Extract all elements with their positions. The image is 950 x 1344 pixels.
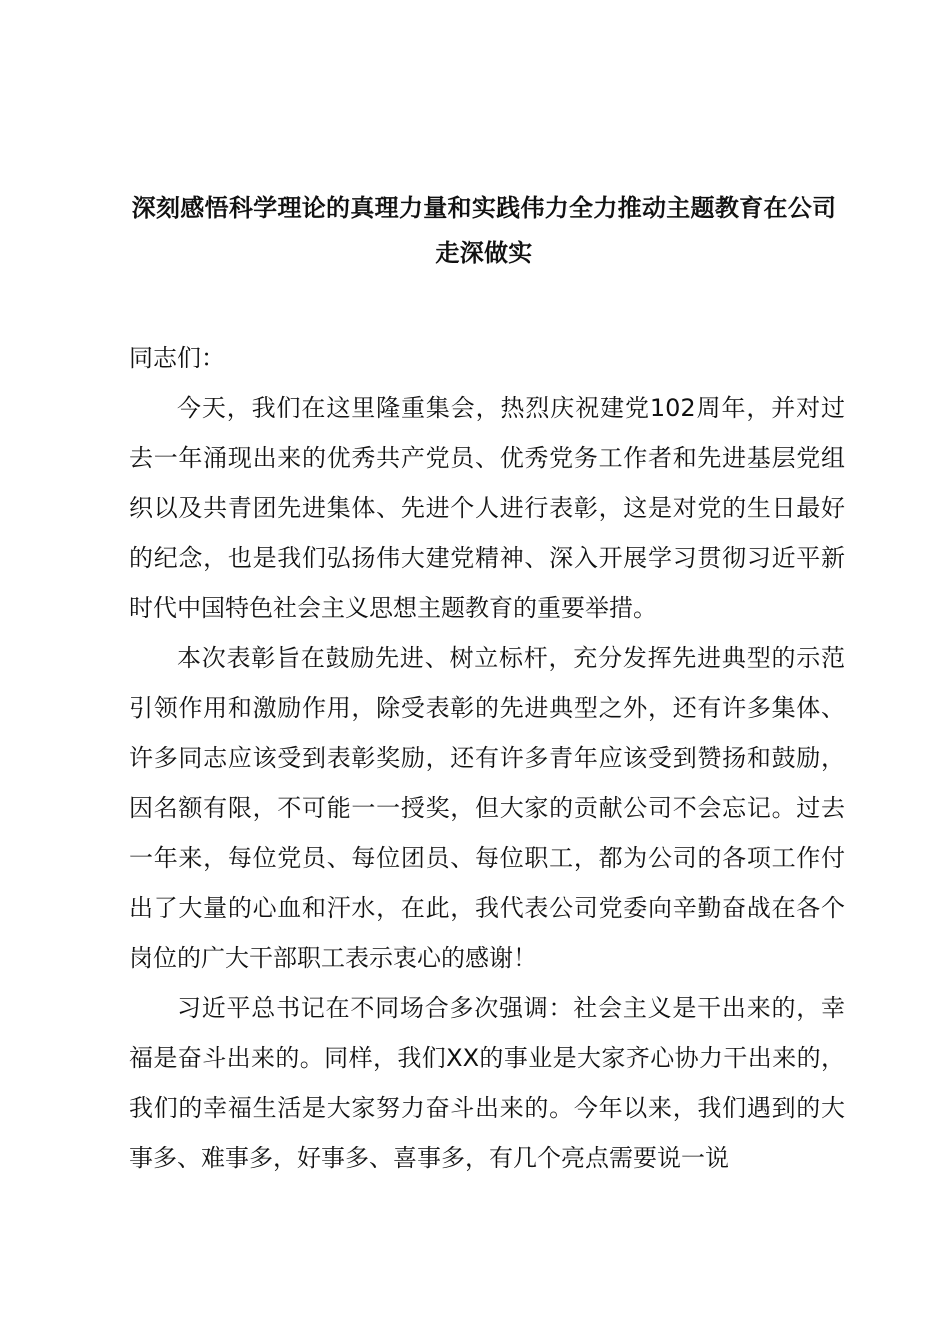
paragraph-1: 今天，我们在这里隆重集会，热烈庆祝建党102周年，并对过去一年涌现出来的优秀共产党员、优秀党务工作者和先进基层党组织以及共青团先进集体、先进个人进行表彰，这是对党的生日最好的纪念，也是我们弘扬伟大建党精神、深入开展学习贯彻习近平新时代中国特色社会主义思想主题教育的重要举措。	[129, 394, 845, 622]
document-body	[129, 333, 845, 1183]
salutation: 同志们：	[129, 344, 225, 372]
paragraph-3: 习近平总书记在不同场合多次强调：社会主义是干出来的，幸福是奋斗出来的。同样，我们XX的事业是大家齐心协力干出来的，我们的幸福生活是大家努力奋斗出来的。今年以来，我们遇到的大事多、难事多，好事多、喜事多，有几个亮点需要说一说	[129, 994, 845, 1172]
paragraph-2: 本次表彰旨在鼓励先进、树立标杆，充分发挥先进典型的示范引领作用和激励作用，除受表彰的先进典型之外，还有许多集体、许多同志应该受到表彰奖励，还有许多青年应该受到赞扬和鼓励，因名额有限，不可能一一授奖，但大家的贡献公司不会忘记。过去一年来，每位党员、每位团员、每位职工，都为公司的各项工作付出了大量的心血和汗水，在此，我代表公司党委向辛勤奋战在各个岗位的广大干部职工表示衷心的感谢！	[129, 644, 845, 972]
document-title: 深刻感悟科学理论的真理力量和实践伟力全力推动主题教育在公司走深做实	[131, 194, 837, 267]
